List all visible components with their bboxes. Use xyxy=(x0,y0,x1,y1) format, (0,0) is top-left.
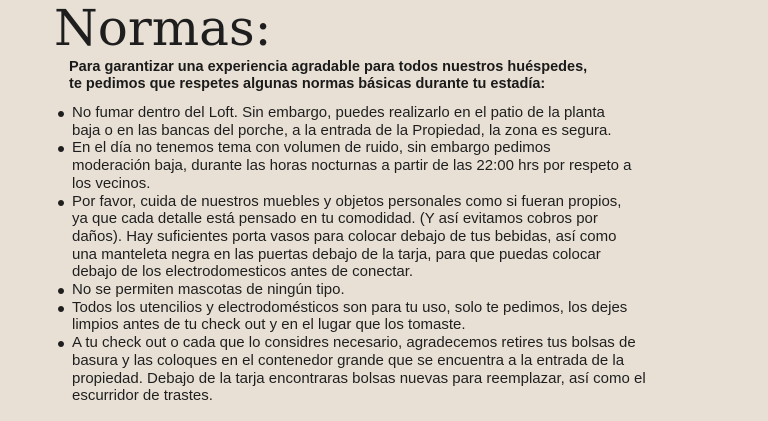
bullet-icon xyxy=(58,306,64,312)
rule-line: daños). Hay suficientes porta vasos para colocar debajo de tus bebidas, así como xyxy=(72,227,617,245)
rule-line: No fumar dentro del Loft. Sin embargo, puedes realizarlo en el patio de la planta xyxy=(72,104,605,121)
rule-line: Por favor, cuida de nuestros muebles y objetos personales como si fueran propios, xyxy=(72,192,622,210)
rule-no-pets xyxy=(58,281,764,299)
rule-line: una manteleta negra en las puertas debajo de la tarja, para que puedas colocar xyxy=(72,245,601,263)
bullet-icon xyxy=(58,146,64,152)
rule-line: limpios antes de tu check out y en el lugar que los tomaste. xyxy=(72,316,466,334)
rules-list xyxy=(58,104,764,405)
rule-line: moderación baja, durante las horas nocturnas a partir de las 22:00 hrs por respeto a xyxy=(72,157,632,175)
rule-trash xyxy=(58,334,764,405)
rule-line: ya que cada detalle está pensado en tu comodidad. (Y así evitamos cobros por xyxy=(72,210,598,228)
bullet-icon xyxy=(58,111,64,117)
rule-no-smoking xyxy=(58,104,764,139)
rule-utensils xyxy=(58,299,764,334)
rule-line: Todos los utencilios y electrodomésticos son para tu uso, solo te pedimos, los dejes xyxy=(72,298,628,316)
rule-line: los vecinos. xyxy=(72,174,151,192)
intro-line: te pedimos que respetes algunas normas básicas durante tu estadía: xyxy=(69,76,546,92)
intro-text xyxy=(69,59,729,93)
bullet-icon xyxy=(58,341,64,347)
rule-line: A tu check out o cada que lo considres necesario, agradecemos retires tus bolsas de xyxy=(72,334,636,352)
page-title: Normas: xyxy=(54,0,272,57)
rule-line: No se permiten mascotas de ningún tipo. xyxy=(72,281,345,299)
bullet-icon xyxy=(58,288,64,294)
bullet-icon xyxy=(58,200,64,206)
rule-line: debajo de los electrodomesticos antes de conectar. xyxy=(72,263,414,281)
rule-furniture-care xyxy=(58,193,764,282)
rule-line: basura y las coloques en el contenedor grande que se encuentra a la entrada de la xyxy=(72,351,625,369)
intro-line: Para garantizar una experiencia agradable para todos nuestros huéspedes, xyxy=(69,59,588,75)
rule-line: En el día no tenemos tema con volumen de ruido, sin embargo pedimos xyxy=(72,139,551,157)
rule-line: baja o en las bancas del porche, a la entrada de la Propiedad, la zona es segura. xyxy=(72,121,612,139)
rule-line: propiedad. Debajo de la tarja encontraras bolsas nuevas para reemplazar, así como el xyxy=(72,369,646,387)
rule-line: escurridor de trastes. xyxy=(72,387,213,405)
rule-noise xyxy=(58,139,764,192)
